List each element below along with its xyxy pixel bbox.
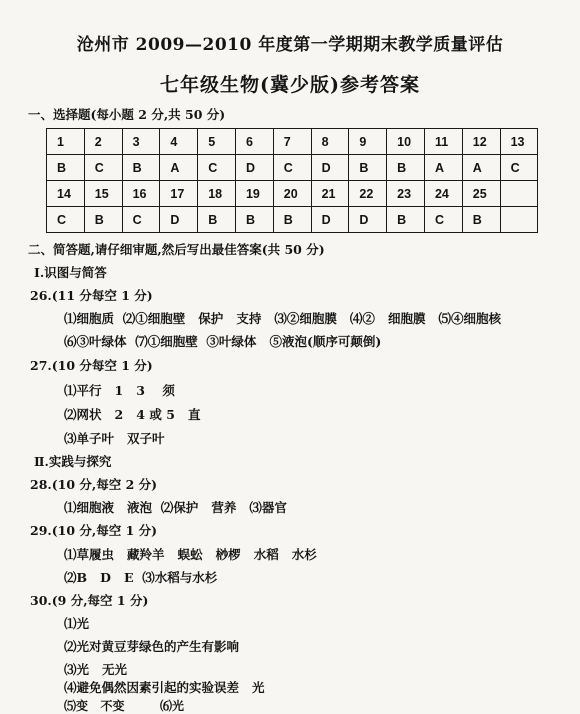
q29-answer-line-1: ⑴草履虫 藏羚羊 蜈蚣 桫椤 水稻 水杉: [64, 547, 317, 562]
question-number-cell: 17: [160, 181, 198, 207]
answer-letter-cell: D: [349, 207, 387, 233]
answer-letter-row: [47, 155, 538, 181]
answer-letter-cell: D: [235, 155, 273, 181]
question-number-row: [47, 129, 538, 155]
answer-letter-cell: B: [387, 155, 425, 181]
question-number-row: [47, 181, 538, 207]
answer-letter-cell: D: [311, 207, 349, 233]
question-number-cell: 16: [122, 181, 160, 207]
answer-letter-cell: A: [462, 155, 500, 181]
q30-heading: 30.(9 分,每空 1 分): [30, 593, 149, 608]
answer-letter-cell: D: [160, 207, 198, 233]
question-number-cell: 1: [47, 129, 85, 155]
answer-letter-cell: B: [47, 155, 85, 181]
part1-heading: Ⅰ.识图与简答: [34, 265, 107, 280]
answer-letter-cell: C: [47, 207, 85, 233]
answer-letter-cell: [500, 207, 538, 233]
section2-heading: 二、简答题,请仔细审题,然后写出最佳答案(共 50 分): [28, 242, 325, 257]
answer-letter-cell: A: [160, 155, 198, 181]
question-number-cell: 21: [311, 181, 349, 207]
q29-answer-line-2: ⑵B D E ⑶水稻与水杉: [64, 570, 218, 585]
question-number-cell: 20: [273, 181, 311, 207]
question-number-cell: [500, 181, 538, 207]
answer-letter-cell: B: [273, 207, 311, 233]
question-number-cell: 5: [198, 129, 236, 155]
q28-heading: 28.(10 分,每空 2 分): [30, 477, 158, 492]
question-number-cell: 13: [500, 129, 538, 155]
answer-letter-cell: B: [122, 155, 160, 181]
question-number-cell: 14: [47, 181, 85, 207]
question-number-cell: 15: [84, 181, 122, 207]
question-number-cell: 8: [311, 129, 349, 155]
question-number-cell: 25: [462, 181, 500, 207]
multiple-choice-answer-table: [46, 128, 538, 233]
question-number-cell: 23: [387, 181, 425, 207]
q29-heading: 29.(10 分,每空 1 分): [30, 523, 158, 538]
section1-heading: 一、选择题(每小题 2 分,共 50 分): [28, 107, 226, 122]
q26-answer-line-1: ⑴细胞质 ⑵①细胞壁 保护 支持 ⑶②细胞膜 ⑷② 细胞膜 ⑸④细胞核: [64, 311, 502, 326]
answer-letter-cell: C: [273, 155, 311, 181]
question-number-cell: 3: [122, 129, 160, 155]
question-number-cell: 24: [424, 181, 462, 207]
question-number-cell: 2: [84, 129, 122, 155]
document-title: 沧州市 2009—2010 年度第一学期期末教学质量评估: [76, 35, 504, 55]
q27-answer-line-3: ⑶单子叶 双子叶: [64, 431, 165, 446]
q30-answer-line-4: ⑷避免偶然因素引起的实验误差 光: [64, 680, 265, 695]
question-number-cell: 12: [462, 129, 500, 155]
answer-letter-cell: D: [311, 155, 349, 181]
answer-letter-cell: B: [349, 155, 387, 181]
answer-letter-cell: C: [424, 207, 462, 233]
answer-letter-cell: C: [84, 155, 122, 181]
answer-letter-cell: B: [84, 207, 122, 233]
answer-letter-cell: B: [387, 207, 425, 233]
question-number-cell: 9: [349, 129, 387, 155]
answer-letter-cell: C: [122, 207, 160, 233]
q30-answer-line-2: ⑵光对黄豆芽绿色的产生有影响: [64, 639, 240, 654]
question-number-cell: 18: [198, 181, 236, 207]
q26-heading: 26.(11 分每空 1 分): [30, 288, 153, 303]
q30-answer-line-1: ⑴光: [64, 616, 90, 631]
answer-letter-cell: B: [235, 207, 273, 233]
answer-letter-cell: C: [198, 155, 236, 181]
question-number-cell: 10: [387, 129, 425, 155]
q30-answer-line-3: ⑶光 无光: [64, 662, 128, 677]
q27-answer-line-1: ⑴平行 1 3 须: [64, 383, 175, 398]
answer-letter-cell: C: [500, 155, 538, 181]
question-number-cell: 4: [160, 129, 198, 155]
question-number-cell: 22: [349, 181, 387, 207]
q30-answer-line-6: ⑹光: [160, 699, 185, 713]
question-number-cell: 11: [424, 129, 462, 155]
q28-answer-line-1: ⑴细胞液 液泡 ⑵保护 营养 ⑶器官: [64, 500, 287, 515]
answer-letter-row: [47, 207, 538, 233]
question-number-cell: 19: [235, 181, 273, 207]
question-number-cell: 6: [235, 129, 273, 155]
q27-heading: 27.(10 分每空 1 分): [30, 358, 153, 373]
q27-answer-line-2: ⑵网状 2 4 或 5 直: [64, 407, 201, 422]
question-number-cell: 7: [273, 129, 311, 155]
part2-heading: Ⅱ.实践与探究: [34, 454, 112, 469]
q30-answer-line-5: ⑸变 不变: [64, 699, 125, 713]
answer-letter-cell: A: [424, 155, 462, 181]
document-subtitle: 七年级生物(冀少版)参考答案: [160, 74, 420, 96]
answer-letter-cell: B: [198, 207, 236, 233]
q26-answer-line-2: ⑹③叶绿体 ⑺①细胞壁 ③叶绿体 ⑤液泡(顺序可颠倒): [64, 334, 382, 349]
answer-letter-cell: B: [462, 207, 500, 233]
